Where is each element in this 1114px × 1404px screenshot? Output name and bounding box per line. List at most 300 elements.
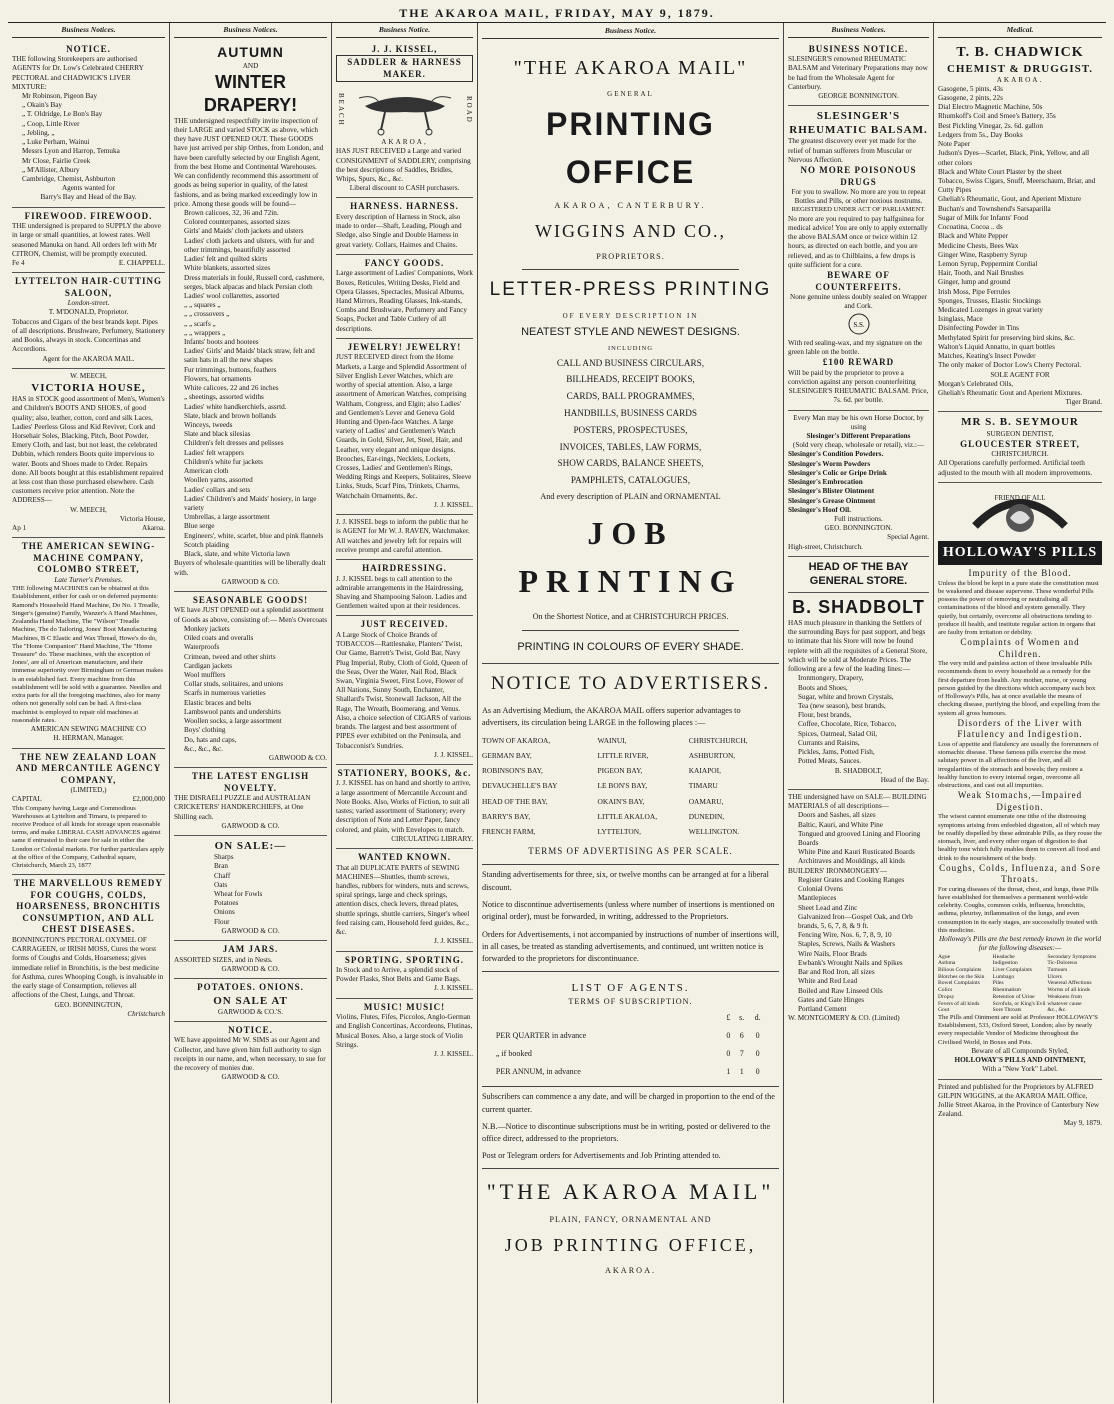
list-item: Fur trimmings, buttons, feathers (184, 365, 277, 374)
ad-body: This Company having Large and Commodious Warehouses at Lyttelton and Timaru, is prepared to receive Produce of all kinds for storage upon reasonable terms, and make LIBERAL CASH ADVANCES against same if entrusted to their care for sale in either the London or Colonial markets. For further particulars apply at the office of the Company, Cathedral square, Christchurch, March 23, 1877 (12, 804, 165, 870)
ad-signature: J. J. KISSEL. (434, 937, 473, 946)
ad-title: THE MARVELLOUS REMEDY FOR COUGHS, COLDS, HOARSENESS, BRONCHITIS CONSUMPTION, AND ALL CHEST DISEASES. (14, 878, 163, 935)
printing-list (482, 357, 779, 488)
ad-title: SPORTING. SPORTING. (344, 954, 465, 965)
list-item: Cardigan jackets (184, 661, 233, 670)
list-item: Gasogene, 2 pints, 22s (938, 94, 1003, 103)
ad-line: ON SALE AT (213, 994, 288, 1007)
ad-title: HEAD OF THE BAY GENERAL STORE. (808, 560, 909, 587)
list-item: Sharps (214, 853, 234, 862)
list-item: Boots and Shoes, (798, 683, 848, 692)
ad-line: CHRISTCHURCH. (991, 450, 1049, 459)
ad-signature: J. J. KISSEL. (434, 984, 473, 993)
divider (522, 269, 739, 270)
table-cell: PER QUARTER in advance (495, 1031, 587, 1041)
list-item: POSTERS, PROSPECTUSES, (573, 424, 688, 435)
ad-line: Late Turner's Premises. (54, 575, 123, 584)
ad-wanted-known (336, 849, 473, 951)
ad-head-of-bay (788, 557, 929, 593)
imprint-text: Printed and published for the Proprietors by ALFRED GILPIN WIGGINS, at the AKAROA MAIL Office, Jollie Street Akaroa, in the Province of Canterbury New Zealand. (938, 1082, 1100, 1119)
ad-line: AKAROA, (381, 138, 428, 147)
list-item: Messrs Lyon and Harrop, Temuka (22, 147, 120, 156)
list-item: Colonial Ovens (798, 885, 843, 894)
list-item: &c., &c. (1047, 1007, 1067, 1014)
list-item: Lambswool pants and undershirts (184, 707, 281, 716)
list-item: Tobacco, Swiss Cigars, Snuff, Meerschaum, Briar, and Cutty Pipes (938, 176, 1096, 195)
ad-body: THE following Storekeepers are authorised AGENTS for Dr. Low's Celebrated CHERRY PECTORAL and CHADWICK'S LIVER MIXTURE: (12, 55, 144, 91)
list-item: „ Okain's Bay (22, 101, 63, 110)
ad-signature: B. SHADBOLT, (834, 766, 883, 775)
ad-body: WE have appointed Mr W. SIMS as our Agent and Collector, and have given him full authority to sign receipts in our name, and, when necessary, to sue for the recovery of monies due. (174, 1036, 326, 1073)
ad-title: J. J. KISSEL, (371, 43, 438, 54)
list-item: Buchan's and Townshend's Sarsaparilla (938, 204, 1051, 213)
list-item: „ „ wrappers „ (184, 328, 226, 337)
list-item: Tea (new season), best brands, (798, 701, 886, 710)
list-item: Bran (214, 862, 228, 871)
ad-line: Victoria House, (119, 514, 165, 523)
list-item: Spices, Oatmeal, Salad Oil, (798, 729, 878, 738)
columns (8, 23, 1106, 1403)
ad-line: HOLLOWAY'S PILLS AND OINTMENT, (954, 1056, 1086, 1065)
ad-body: The very mild and painless action of these invaluable Pills recommends them to every household as a remedy for the first departure from health. Any mother, nurse, or young person guided by the directions which accompany each box of Holloway's Pills, has at once available the means of checking disease, purifying the blood, and expelling from the system all gross humours. (938, 660, 1100, 717)
ad-body: WE have JUST OPENED out a splendid assortment of Goods as above, consisting of:— Men's Overcoats (174, 606, 328, 624)
ad-body: No more are you required to pay halfguinea for medical advice! You are only to apply externally the above BALSAM once or twice within 12 hours, as directed on each bottle, and you are relieved, and as to Chilblains, a few drops is quite sufficient for a cure. (788, 214, 928, 269)
list-item: Black and White Court Plaster by the sheet (938, 167, 1062, 176)
table-cell: CHRISTCHURCH, (688, 736, 748, 746)
ad-body: The greatest discovery ever yet made for the relief of human sufferers from Muscular or Nervous Affection. (788, 137, 916, 164)
list-item: Venereal Affections (1047, 980, 1092, 987)
ad-body: BONNINGTON'S PECTORAL OXYMEL OF CARRAGEEN, or IRISH MOSS, Cures the worst forms of Coughs and Colds, Hoarseness; gives immediate relief in Bronchitis, is the best medicine for Asthma, cures Whooping Cough, is invaluable in the early stage of Consumption, relieves all affections of the Chest, Lungs, and Throat. (12, 935, 164, 1000)
ad-victoria-house (12, 369, 165, 539)
list-item: Gasogene, 5 pints, 43s (938, 84, 1003, 93)
ad-hairdressing (336, 560, 473, 616)
list-item: INVOICES, TABLES, LAW FORMS, (559, 441, 702, 452)
list-item: „ „ squares „ (184, 301, 221, 310)
list-item: Sheet Lead and Zinc (798, 903, 858, 912)
ad-title: MR S. B. SEYMOUR (961, 416, 1079, 429)
table-row (482, 824, 779, 839)
ad-signature: J. J. KISSEL. (434, 750, 473, 759)
divider (482, 1086, 779, 1087)
list-item: HANDBILLS, BUSINESS CARDS (564, 407, 697, 418)
saddle-icon (355, 84, 455, 136)
list-item: Ague (938, 953, 951, 960)
column-header: Medical. (938, 23, 1102, 38)
column-header: Business Notices. (12, 23, 165, 38)
list-item: Engineers', white, scarlet, blue and pink flannels (184, 531, 324, 540)
ad-just-received (336, 616, 473, 765)
list-item: Ginger Wine, Raspberry Syrup (938, 250, 1028, 259)
ad-subtitle: Coughs, Colds, Influenza, and Sore Throats. (939, 862, 1101, 885)
saddle-illustration-row (336, 82, 473, 138)
ad-firewood (12, 208, 165, 274)
list-item: Rhumkoff's Coil and Smee's Battery, 35s (938, 112, 1056, 121)
list-item: Infants' boots and bootees (184, 338, 259, 347)
ad-place: High-street, Christchurch. (788, 542, 863, 551)
list-item: Elastic braces and belts (184, 698, 252, 707)
akaroa-footer: AKAROA. (604, 1266, 657, 1276)
list-item: Ginger, lump and ground (938, 278, 1011, 287)
ad-signature-row (12, 524, 165, 533)
ad-rheumatic-balsam (788, 106, 929, 410)
list-item: White and Red Lead (798, 977, 858, 986)
ad-line: REGISTERED UNDER ACT OF PARLIAMENT. (791, 206, 926, 214)
list-item: Ladies' felt and quilted skirts (184, 255, 268, 264)
list-item: Asthma (938, 960, 956, 967)
table-row (482, 748, 779, 763)
ad-body: Tobaccos and Cigars of the best brands kept. Pipes of all descriptions. Brushware, Perfumery, Stationery and Books, always in stock. Concertinas and Accordions. (12, 317, 165, 354)
ad-place: Head of the Bay. (880, 775, 929, 784)
list-item: „ T. Oldridge, Le Bon's Bay (22, 110, 103, 119)
list-item: „ sheetings, assorted widths (184, 393, 264, 402)
ad-nz-loan (12, 749, 165, 876)
agents-heading: LIST OF AGENTS. (571, 981, 690, 994)
list-item: Disinfecting Powder in Tins (938, 324, 1019, 333)
holloway-banner: HOLLOWAY'S PILLS (938, 541, 1102, 565)
column-5 (784, 23, 934, 1403)
ad-line: ROAD (465, 96, 473, 125)
list-item: Slate, black and brown hollands (184, 411, 277, 420)
ad-subtitle: Complaints of Women and Children. (960, 637, 1080, 659)
ad-body: In Stock and to Arrive, a splendid stock of Powder Flasks, Shot Belts and Game Bags. (336, 966, 461, 984)
table-cell: LITTLE AKALOA, (597, 811, 658, 821)
masthead (8, 6, 1106, 23)
list-item: Ulcers (1047, 973, 1062, 980)
list-item: Chaff (214, 871, 231, 880)
list-item: Waterproofs (184, 643, 220, 652)
divider (482, 1168, 779, 1169)
notice-advertisers-title: NOTICE TO ADVERTISERS. (490, 673, 771, 695)
list-item: Ewbank's Wrought Nails and Spikes (798, 958, 903, 967)
list-item: White blankets, assorted sizes (184, 264, 271, 273)
ad-body: HAS in STOCK good assortment of Men's, Women's and Children's BOOTS AND SHOES, of good quality; also, leather, cotton, cord and silk Laces, Ladies' Peerless Gloss and Kid Reviver, Cork and Horsehair Soles, Blacking, Pitch, Boot Powder, Emery Cloth, and last, but not least, the celebrated Dubbin, which renders Boots quite impervious to water. Boots and Shoes made to Order. Repairs done. All boots bought at this establishment repaired at less cost than those purchased elsewhere. Cash customers receive prior attention. Note the ADDRESS— (12, 395, 165, 505)
list-item: Oats (214, 880, 228, 889)
list-item: Slesinger's Embrocation (788, 478, 863, 487)
ad-notice-sims (174, 1022, 327, 1087)
divider (482, 971, 779, 972)
list-item: Staples, Screws, Nails & Washers (798, 940, 896, 949)
ad-signature: GARWOOD & CO. (221, 1073, 280, 1082)
ad-signature: J. J. KISSEL. (434, 1050, 473, 1059)
ad-body: Violins, Flutes, Fifes, Piccolos, Anglo-German and English Concertinas, Accordeons, Flutinas, Musical Boxes. Also, a large stock of Violin Strings. (336, 1013, 473, 1049)
proprietors-label: PROPRIETORS. (596, 252, 665, 262)
ad-body: Buyers of wholesale quantities will be liberally dealt with. (174, 559, 326, 577)
list-item: „ Luke Perham, Wainui (22, 138, 90, 147)
column-2 (170, 23, 332, 1403)
ad-line: W. MEECH, (70, 371, 107, 380)
list-item: Flowers, hat ornaments (184, 374, 252, 383)
wiggins-title: WIGGINS AND CO., (535, 221, 726, 242)
ad-place: Akaroa. (142, 524, 165, 533)
subscription-heading: TERMS OF SUBSCRIPTION. (568, 997, 693, 1006)
list-item: Blotches on the Skin (938, 973, 985, 980)
list-item: Girls' and Maids' cloth jackets and ulsters (184, 227, 304, 236)
list-item: Gates and Gate Hinges (798, 995, 865, 1004)
table-header-row (496, 1010, 765, 1026)
capital-row (12, 795, 165, 804)
imprint (938, 1080, 1102, 1133)
column-header: Business Notices. (788, 23, 929, 38)
table-header-cell: d. (754, 1013, 761, 1023)
ad-body: THE undersigned is prepared to SUPPLY the above in large or small quantities, at lowest rates. Well seasoned Manuka on hand. All orders left with Mr CITRON, Chemist, will be promptly executed. (12, 222, 161, 258)
list-item: Walton's Liquid Annatto, in quart bottles (938, 342, 1055, 351)
ornamental-line: And every description of PLAIN and ORNAMENTAL (540, 491, 721, 501)
list-item: Boys' clothing (184, 726, 226, 735)
list-item: The only maker of Doctor Low's Cherry Pectoral. (938, 361, 1082, 370)
list-item: Tumours (1047, 967, 1068, 974)
ad-subtitle: BUILDERS' IRONMONGERY— (788, 866, 887, 875)
table-cell (496, 1010, 722, 1026)
sole-agent-list (938, 380, 1102, 398)
ad-on-sale (174, 836, 327, 941)
notice-body: As an Advertising Medium, the AKAROA MAIL offers superior advantages to advertisers, its circulation being LARGE in the following places :— (482, 705, 741, 727)
table-cell: DEVAUCHELLE'S BAY (482, 781, 558, 791)
seal-graphic (788, 312, 929, 339)
ad-harness (336, 198, 473, 254)
ad-autumn-drapery (174, 41, 327, 592)
list-item: Ladies' Girls' and Maids' black straw, felt and satin hats in all the new shapes (184, 347, 315, 365)
crest-text: FRIEND OF ALL (994, 493, 1046, 502)
list-item: Liver Complaints (992, 967, 1032, 974)
ad-date: Fe 4 (12, 259, 25, 267)
list-item: CALL AND BUSINESS CIRCULARS, (556, 357, 705, 368)
ad-title: HARNESS. HARNESS. (350, 201, 459, 212)
table-cell: 6 (739, 1031, 744, 1041)
table-row (496, 1046, 765, 1062)
wax-seal-icon (847, 312, 871, 336)
ad-subtitle: £100 REWARD (822, 357, 895, 368)
subscription-paragraph: N.B.—Notice to discontinue subscriptions must be in writing, posted or delivered to the office direct, addressed to the proprietors. (482, 1121, 771, 1144)
ad-body: That all DUPLICATE PARTS of SEWING MACHINES—Shuttles, thumb screws, handles, rubbers for winders, nuts and screws, spiral springs, large and check springs, attention discs, check levers, thread plates, shuttle springs, shuttle carriers, Singer's wheel feed raising cam, Household feed guides, &c., &c. (336, 863, 470, 937)
agents-list (12, 92, 165, 184)
column-1 (8, 23, 170, 1403)
list-item: Currants and Raisins, (798, 738, 860, 747)
list-item: Doors and Sashes, all sizes (798, 811, 876, 820)
ad-subtitle: Weak Stomachs,—Impaired Digestion. (957, 790, 1083, 812)
ad-holloway (938, 483, 1102, 1080)
disease-column (938, 954, 993, 1014)
table-cell: 7 (739, 1049, 744, 1059)
ad-body: J. J. KISSEL has on hand and shortly to arrive, a large assortment of Mercantile Account and Note Books. Also, Works of Fiction, to suit all tastes; varied assortment of Stationery; every description of Note and Letter Paper, fancy colored, and plain, with Envelopes to match. (336, 779, 471, 834)
including-label: INCLUDING (607, 344, 654, 352)
ad-body: The wisest cannot enumerate one tithe of the distressing symptoms arising from enfeebled digestion, all of which may be readily dispelled by these admirable Pills, as they rouse the stomach, liver, and every other organ of digestion to that healthy tone which fully enables them to convert all food and drink to the nourishment of the body. (938, 813, 1102, 862)
list-item: Sponges, Trusses, Elastic Stockings (938, 296, 1041, 305)
ad-body: None genuine unless doubly sealed on Wrapper and Cork. (790, 293, 927, 311)
list-item: Mr Close, Fairlie Creek (22, 156, 91, 165)
ad-body: The Pills and Ointment are sold at Professor HOLLOWAY'S Establishment, 533, Oxford Street, London; also by nearly every respectable Vendor of Medicine throughout the Civilised World, in Boxes and Pots. (938, 1013, 1098, 1046)
ad-title: MUSIC! MUSIC! (363, 1001, 446, 1012)
colours-line: PRINTING IN COLOURS OF EVERY SHADE. (517, 640, 744, 653)
list-item: „ Jebling, „ (22, 128, 55, 137)
list-item: Children's felt dresses and pelisses (184, 439, 284, 448)
terms-paragraph: Notice to discontinue advertisements (unless where number of insertions is mentioned on original order), must be forwarded, in writing, addressed to the Proprietors. (482, 900, 775, 922)
ad-line: Agents wanted for (61, 184, 116, 193)
table-cell: WELLINGTON. (688, 826, 740, 836)
table-row (482, 809, 779, 824)
ad-signature: GARWOOD & CO. (221, 926, 280, 935)
list-item: Winceys, tweeds (184, 421, 233, 429)
capital-label: CAPITAL (12, 795, 42, 804)
ad-line: Barry's Bay and Head of the Bay. (40, 193, 137, 202)
list-item: Onions (214, 908, 235, 917)
ad-line: SLESINGER'S RHEUMATIC BALSAM. Price, 7s. 6d. per bottle. (788, 387, 929, 405)
column-6 (934, 23, 1106, 1403)
ad-signature: GEO. BONNINGTON. (824, 524, 893, 533)
list-item: Wool mufflers (184, 670, 226, 679)
ad-body: THE undersigned respectfully invite inspection of their LARGE and varied STOCK as above, which they have JUST OPENED OUT. These GOODS have just arrived per ship Orthes, from London, and have been carefully selected by our English Agent, from the best Home and Continental Warehouses. We can confidently recommend this assortment of goods as being superior in quality, of the latest fashions, and as being marked exceedingly low in price. Among these goods will be found— (174, 116, 324, 208)
list-item: Collar studs, solitaires, and unions (184, 680, 284, 689)
plain-fancy-line: PLAIN, FANCY, ORNAMENTAL AND (549, 1214, 712, 1224)
column-header: Business Notice. (482, 23, 779, 39)
letterpress-sub: OF EVERY DESCRIPTION IN (562, 311, 699, 320)
list-item: PAMPHLETS, CATALOGUES, (570, 475, 691, 486)
table-cell: ASHBURTON, (688, 751, 736, 761)
ad-line: BEACH (336, 93, 345, 127)
list-item: Worms of all kinds (1047, 987, 1090, 994)
table-cell: ROBINSON'S BAY, (482, 766, 543, 776)
ad-subtitle: NO MORE POISONOUS DRUGS (800, 165, 917, 187)
list-item: Mr Robinson, Pigeon Bay (22, 91, 98, 100)
divider (522, 630, 739, 631)
list-item: Ladies' collars and sets (184, 485, 251, 494)
column-3 (332, 23, 478, 1403)
table-cell: 0 (726, 1049, 731, 1059)
ad-title: JUST RECEIVED. (360, 619, 449, 630)
ad-title: RHEUMATIC BALSAM. (789, 124, 928, 137)
ad-body: SLESINGER'S renowned RHEUMATIC BALSAM and Veterinary Preparations may now be had from the Wholesale Agent for Canterbury. (788, 55, 928, 91)
ad-signature: GARWOOD & CO. (268, 753, 327, 762)
office-location: AKAROA, CANTERBURY. (554, 200, 707, 210)
ad-title: THE AMERICAN SEWING-MACHINE COMPANY, COLOMBO STREET, (21, 541, 156, 575)
list-item: Dial Electro Magnetic Machine, 50s (938, 103, 1043, 112)
ad-line: Full instructions. (834, 514, 883, 523)
ad-lyttelton-saloon (12, 273, 165, 369)
table-row (482, 733, 779, 748)
preparations-list (788, 450, 929, 515)
list-item: „ Coop, Little River (22, 119, 80, 128)
table-header-cell: s. (739, 1013, 745, 1023)
list-item: Fevers of all kinds (938, 1000, 980, 1007)
table-row (496, 1064, 765, 1080)
list-item: CARDS, BALL PROGRAMMES, (566, 391, 695, 402)
imprint-date: May 9, 1879. (1063, 1119, 1102, 1128)
list-item: Monkey jackets (184, 624, 230, 633)
list-item: Pickles, Jams, Potted Fish, (798, 748, 875, 757)
ad-line: Beware of all Compounds Styled, (971, 1046, 1069, 1055)
masthead-title: THE AKAROA MAIL, FRIDAY, MAY 9, 1879. (399, 6, 715, 20)
list-item: Children's white fur jackets (184, 457, 263, 466)
ad-subtitle: BEWARE OF COUNTERFEITS. (815, 270, 902, 292)
list-item: Register Grates and Cooking Ranges (798, 875, 905, 884)
ad-signature: AMERICAN SEWING MACHINE CO (30, 725, 147, 734)
ad-agent-raven (336, 515, 473, 560)
table-cell: 0 (726, 1031, 731, 1041)
ironmongery-list (788, 876, 929, 1014)
seal-text: S.S. (852, 320, 865, 329)
list-item: Brown calicoes, 32, 36 and 72in. (184, 208, 279, 217)
list-item: Irish Moss, Pipe Ferrules (938, 287, 1011, 296)
list-item: Ladies' cloth jackets and ulsters, with fur and other trimmings, beautifully assorted (184, 236, 314, 254)
disease-column (1047, 954, 1102, 1014)
ad-signature: E. CHAPPELL. (118, 259, 165, 267)
list-item: American cloth (184, 467, 229, 476)
list-item: Note Paper (938, 140, 971, 149)
column-header: Business Notice. (336, 23, 473, 38)
list-item: Isinglass, Mace (938, 315, 983, 324)
list-item: Portland Cement (798, 1004, 847, 1013)
ad-line: AND (242, 61, 259, 70)
table-cell: LITTLE RIVER, (597, 751, 649, 761)
table-cell: TOWN OF AKAROA, (482, 736, 551, 746)
ad-montgomery (788, 790, 929, 1027)
ad-title: LYTTELTON HAIR-CUTTING SALOON, (15, 276, 162, 298)
ad-body: Will be paid by the proprietor to prove a conviction against any person counterfeiting (788, 368, 916, 386)
list-item: Rheumatism (992, 987, 1021, 994)
ad-signature: CIRCULATING LIBRARY. (391, 834, 473, 843)
list-item: Galvanized Iron—Gospel Oak, and Orb brands, 5, 6, 7, 8, & 9 ft. (798, 912, 913, 931)
ad-signature: GARWOOD & CO. (221, 577, 280, 586)
table-cell: 0 (755, 1067, 760, 1077)
ad-body: Unless the blood be kept in a pure state the constitution must be weakened and disease supervene. These wonderful Pills possess the power of removing or neutralising all contaminations of the blood and system generally. They quietly, but certainly, overcome all obstructions tending to produce ill health, and institute regular action in organs that are faulty from irritation or debility. (938, 579, 1099, 636)
ad-potatoes (174, 979, 327, 1022)
ad-body: J. J. KISSEL begs to inform the public that he is AGENT for Mr W. J. RAVEN, Watchmaker. All watches and jewelry left for repairs will receive prompt and careful attention. (336, 518, 470, 554)
ad-title: THE NEW ZEALAND LOAN AND MERCANTILE AGENCY COMPANY, (15, 751, 162, 785)
list-item: Slesinger's Blister Ointment (788, 487, 875, 496)
ad-music (336, 999, 473, 1064)
letterpress-sub2: NEATEST STYLE AND NEWEST DESIGNS. (521, 326, 740, 339)
table-cell: OAMARU, (688, 796, 724, 806)
table-cell: PIGEON BAY, (597, 766, 643, 776)
table-cell: PER ANNUM, in advance (495, 1067, 581, 1077)
ad-jewelry (336, 339, 473, 515)
list-item: Hair, Tooth, and Nail Brushes (938, 269, 1024, 278)
list-item: Coffee, Chocolate, Rice, Tobacco, (798, 720, 897, 729)
ad-chadwick (938, 41, 1102, 413)
mail-title: "THE AKAROA MAIL" (513, 57, 748, 80)
ad-body: Every description of Harness in Stock, also made to order—Shaft, Leading, Plough and Sledge, also Single and Double Harness in great variety. Collars, Haimes and Chains. (336, 212, 462, 249)
goods-list (174, 853, 327, 927)
list-item: Secondary Symptoms (1047, 953, 1097, 960)
ad-place: Christchurch (127, 1009, 165, 1018)
capital-value: £2,000,000 (132, 795, 165, 804)
shortest-notice-line: On the Shortest Notice, and at CHRISTCHURCH PRICES. (532, 612, 729, 622)
ad-title: FANCY GOODS. (364, 257, 445, 268)
ad-notice-agents (12, 41, 165, 208)
list-item: Blue serge (184, 522, 215, 531)
list-item: Umbrellas, a large assortment (184, 513, 270, 522)
ad-body: THE DISRAELI PUZZLE and AUSTRALIAN CRICKETERS' HANDKERCHIEFS, at One Shilling each. (174, 794, 311, 821)
ad-title: VICTORIA HOUSE, (31, 382, 146, 394)
list-item: Dropsy (938, 993, 955, 1000)
ad-body: A Large Stock of Choice Brands of TOBACCOS—Rattlesnake, Planters' Twist, Our Game, Barrett's Twist, Gold Bar, Navy Plug Imperial, Ruby, Cloth of Gold, Queen of the Seas, Over the Water, Nail Rod, Black Swan, Virginia Sweet, First Love, Flower of All Nations, Sunny South, Enchanter, Shallard's Twist, Stonewall Jackson, All the Rage, The Wreath, Boomerang, and Venus. Also, a choice selection of CIGARS of various brands. The largest and best assortment of PIPES ever exhibited on the Peninsula, and Tobacconist's Sundries. (336, 630, 471, 750)
ad-seymour-dentist (938, 412, 1102, 482)
list-item: Matches, Keating's Insect Powder (938, 352, 1036, 361)
table-header-cell: £ (726, 1013, 731, 1023)
ad-line: Liberal discount to CASH purchasers. (349, 184, 460, 193)
table-row (482, 778, 779, 793)
list-item: Morgan's Celebrated Oils, (938, 379, 1014, 388)
ad-horse-doctor (788, 411, 929, 557)
ad-title: T. B. CHADWICK (956, 44, 1084, 60)
mail-title-footer: "THE AKAROA MAIL" (486, 1178, 775, 1204)
ad-title: WANTED KNOWN. (357, 852, 451, 863)
list-item: Ladies' felt wrappers (184, 448, 244, 457)
list-item: White Pine and Kauri Rusticated Boards (798, 848, 915, 857)
ad-line: With a "New York" Label. (982, 1065, 1058, 1074)
ad-title: JEWELRY! JEWELRY! (347, 341, 462, 352)
letterpress-title: LETTER-PRESS PRINTING (489, 279, 772, 301)
materials-list (788, 811, 929, 866)
